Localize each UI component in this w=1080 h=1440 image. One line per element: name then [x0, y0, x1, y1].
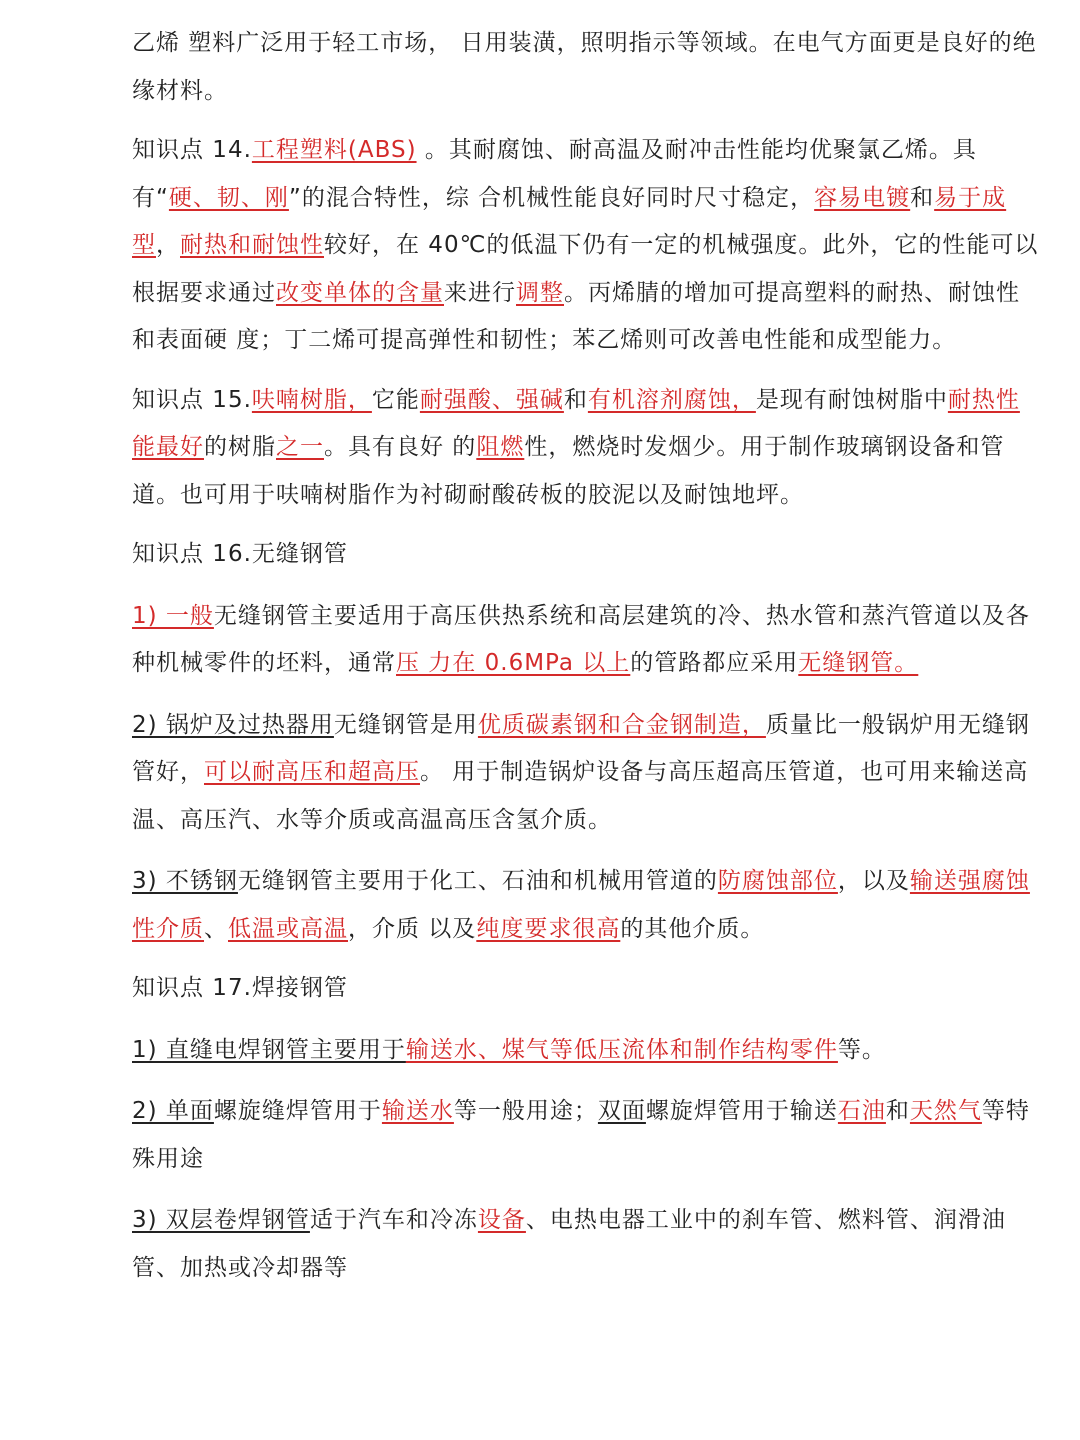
text-run: 较好，在 40℃的低温下仍有一定的机械强度。此外，它的性能可以根据要求通过: [132, 232, 1039, 306]
text-run: 和: [563, 386, 588, 413]
highlight-flame-retardant: 阻燃: [476, 434, 525, 460]
underline-double-layer: 3) 双层卷焊钢管: [132, 1207, 310, 1233]
text-run: 、: [204, 915, 228, 942]
underline-single-side: 2) 单面: [132, 1098, 214, 1124]
highlight-one-of: 之一: [276, 434, 324, 460]
text-run: 无缝钢管是用: [333, 711, 478, 738]
highlight-oil: 石油: [837, 1098, 886, 1124]
text-run: 乙烯 塑料广泛用于轻工市场， 日用装潢，照明指示等领域。在电气方面更是良好的绝缘材料。: [132, 30, 1037, 104]
text-run: 适于汽车和冷冻: [309, 1207, 478, 1233]
text-run: 和: [910, 184, 935, 211]
text-run: ，: [156, 232, 180, 258]
highlight-high-pressure: 可以耐高压和超高压: [204, 759, 420, 785]
highlight-furan-resin: 呋喃树脂，: [251, 386, 372, 413]
highlight-corrosive-media: 输送强腐蚀性介质: [132, 868, 1030, 942]
highlight-water-gas: 输送水、煤气等低压流体和制作结构零件: [405, 1036, 838, 1063]
highlight-abs: 工程塑料(ABS): [251, 137, 417, 163]
highlight-water: 输送水: [381, 1098, 454, 1124]
highlight-best-heat: 耐热性能最好: [132, 386, 1020, 460]
paragraph-16-2: [132, 702, 1040, 845]
highlight-natural-gas: 天然气: [909, 1098, 982, 1124]
text-run: 是现有耐蚀树脂中: [755, 386, 948, 413]
highlight-easy-molding: 易于成型: [132, 184, 1007, 258]
paragraph-16-1: [132, 593, 1040, 688]
text-run: 。其耐腐蚀、耐高温及耐冲击性能均优聚氯乙烯。具有“: [132, 137, 977, 211]
highlight-organic-solvent: 有机溶剂腐蚀，: [587, 386, 756, 413]
underline-boiler: 2) 锅炉及过热器用: [132, 711, 334, 738]
text-run: 无缝钢管主要适用于高压供热系统和高层建筑的冷、热水管和蒸汽管道以及各种机械零件的坯料，通常: [132, 602, 1030, 676]
highlight-general: 1) 一般: [132, 602, 214, 629]
text-run: 的树脂: [204, 434, 276, 460]
highlight-hard-tough-rigid: 硬、韧、刚: [168, 184, 289, 211]
highlight-purity: 纯度要求很高: [476, 915, 621, 942]
highlight-acid-alkali: 耐强酸、强碱: [419, 386, 564, 413]
text-run: ，以及: [837, 868, 910, 894]
text-run: 质量比一般锅炉用无缝钢管好，: [132, 711, 1030, 785]
text-run: 等。: [837, 1036, 886, 1063]
text-run: 螺旋焊管用于输送: [645, 1098, 838, 1124]
underline-double-side: 双面: [597, 1098, 646, 1124]
highlight-low-high-temp: 低温或高温: [228, 915, 348, 942]
heading-point-17: [132, 965, 1040, 1013]
highlight-pressure: 压 力在 0.6MPa 以上: [396, 650, 631, 676]
text-run: 性，燃烧时发烟少。用于制作玻璃钢设备和管道。也可用于呋喃树脂作为衬砌耐酸砖板的胶泥以及耐蚀地坪。: [132, 434, 1005, 508]
text-run: 无缝钢管主要用于化工、石油和机械用管道的: [237, 868, 718, 894]
heading-point-16: [132, 531, 1040, 579]
highlight-adjust: 调整: [516, 279, 564, 306]
highlight-quality-steel: 优质碳素钢和合金钢制造，: [477, 711, 766, 738]
text-run: 。具有良好 的: [324, 434, 477, 460]
highlight-seamless-pipe: 无缝钢管。: [798, 650, 919, 676]
text-run: 它能: [371, 386, 420, 413]
paragraph-pvc-continuation: [132, 20, 1040, 115]
text-run: 来进行: [444, 279, 516, 306]
highlight-electroplating: 容易电镀: [814, 184, 911, 211]
highlight-anticorrosion: 防腐蚀部位: [717, 868, 838, 894]
text-run: 知识点 14.: [132, 137, 252, 163]
text-run: 。丙烯腈的增加可提高塑料的耐热、耐蚀性和表面硬 度；丁二烯可提高弹性和韧性；苯乙烯则可改善电性能和成型能力。: [132, 279, 1020, 353]
text-run: ，介质 以及: [348, 915, 477, 942]
text-run: 的管路都应采用: [630, 650, 799, 676]
text-run: 等特殊用途: [132, 1098, 1030, 1172]
paragraph-17-2: [132, 1088, 1040, 1183]
paragraph-17-3: [132, 1197, 1040, 1292]
underline-stainless: 3) 不锈钢: [132, 868, 238, 894]
text-run: 螺旋缝焊管用于: [213, 1098, 382, 1124]
text-run: 和: [885, 1098, 910, 1124]
paragraph-17-1: [132, 1027, 1040, 1075]
text-run: 知识点 17.焊接钢管: [132, 975, 348, 1001]
paragraph-point-14-abs: [132, 127, 1040, 365]
text-run: 知识点 15.: [132, 386, 252, 413]
text-run: 、电热电器工业中的刹车管、燃料管、润滑油管、加热或冷却器等: [132, 1207, 1006, 1281]
highlight-equipment: 设备: [477, 1207, 526, 1233]
highlight-monomer-content: 改变单体的含量: [276, 279, 444, 306]
text-run: 等一般用途；: [453, 1098, 598, 1124]
paragraph-16-3: [132, 858, 1040, 953]
highlight-heat-corrosion: 耐热和耐蚀性: [180, 232, 324, 258]
text-run: 知识点 16.无缝钢管: [132, 541, 348, 567]
text-run: 。 用于制造锅炉设备与高压超高压管道，也可用来输送高温、高压汽、水等介质或高温高压含氢介质。: [132, 759, 1029, 833]
text-run: 的其他介质。: [620, 915, 765, 942]
text-run: ”的混合特性，综 合机械性能良好同时尺寸稳定，: [288, 184, 815, 211]
underline-straight-seam: 1) 直缝电焊钢管主要用于: [132, 1036, 406, 1063]
paragraph-point-15-furan: [132, 377, 1040, 520]
